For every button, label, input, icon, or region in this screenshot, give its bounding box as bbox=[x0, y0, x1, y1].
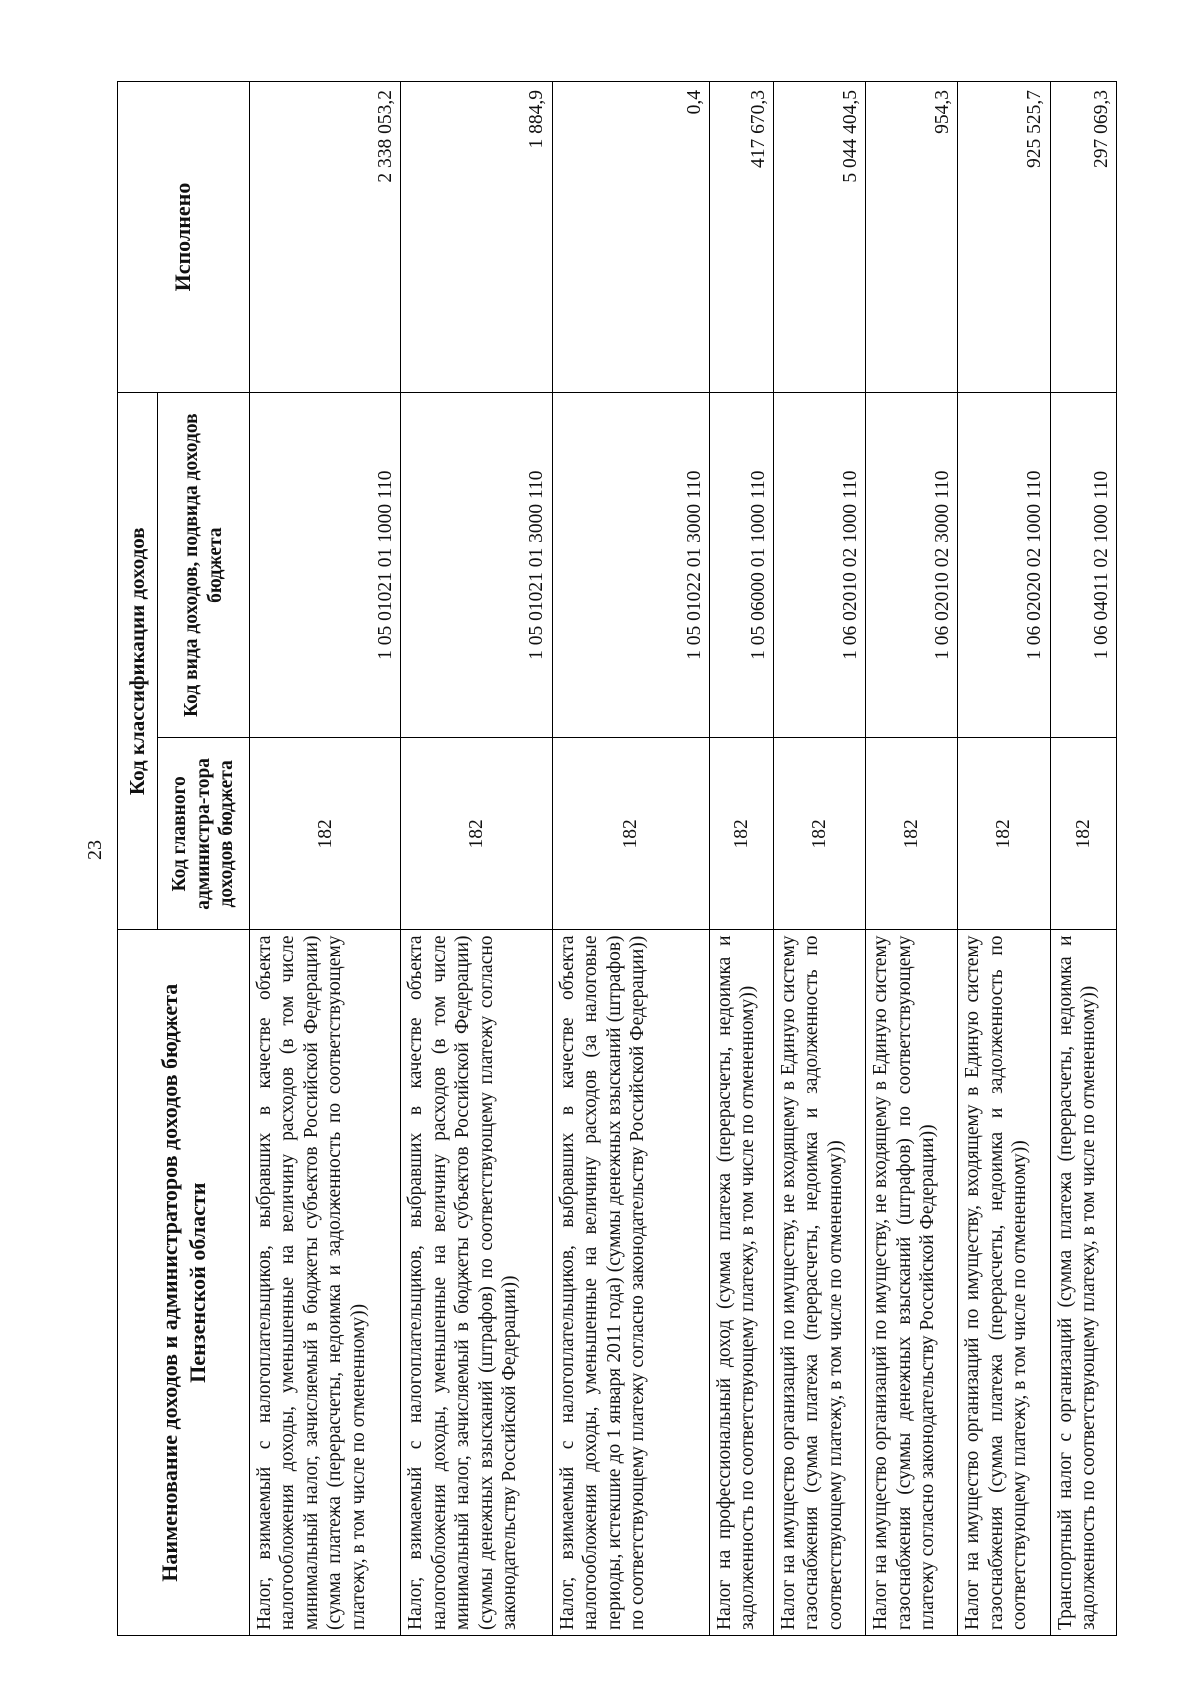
income-name-cell: Налог на имущество организаций по имуществу, входящему в Единую систему газоснабжения (сумма платежа (перерасчеты, недоимка и задолженность по соответствующему платежу, в том числе по отмененному)) bbox=[958, 930, 1050, 1636]
type-code-cell: 1 06 02010 02 1000 110 bbox=[773, 393, 865, 738]
table-row bbox=[552, 82, 709, 1636]
table-row bbox=[958, 82, 1050, 1636]
admin-code-cell: 182 bbox=[1050, 738, 1116, 930]
rotated-table-sheet bbox=[117, 81, 1117, 1636]
executed-amount-cell: 417 670,3 bbox=[710, 82, 774, 393]
table-row bbox=[773, 82, 865, 1636]
admin-code-cell: 182 bbox=[710, 738, 774, 930]
type-code-cell: 1 05 06000 01 1000 110 bbox=[710, 393, 774, 738]
executed-amount-cell: 5 044 404,5 bbox=[773, 82, 865, 393]
header-admin-code: Код главного администра-тора доходов бюджета bbox=[158, 738, 250, 930]
executed-amount-cell: 297 069,3 bbox=[1050, 82, 1116, 393]
executed-amount-cell: 2 338 053,2 bbox=[250, 82, 401, 393]
income-name-cell: Налог на профессиональный доход (сумма платежа (перерасчеты, недоимка и задолженность по соответствующему платежу, в том числе по отмененному)) bbox=[710, 930, 774, 1636]
executed-amount-cell: 954,3 bbox=[866, 82, 958, 393]
income-name-cell: Транспортный налог с организаций (сумма платежа (перерасчеты, недоимка и задолженность по соответствующему платежу, в том числе по отмененному)) bbox=[1050, 930, 1116, 1636]
admin-code-cell: 182 bbox=[401, 738, 552, 930]
income-name-cell: Налог, взимаемый с налогоплательщиков, выбравших в качестве объекта налогообложения доходы, уменьшенные на величину расходов (за налоговые периоды, истекшие до 1 января 2011 года) (суммы денежных взысканий (штрафов) по соответствующему платежу согласно законодательству Российской Федерации)) bbox=[552, 930, 709, 1636]
type-code-cell: 1 06 02010 02 3000 110 bbox=[866, 393, 958, 738]
income-table bbox=[117, 81, 1117, 1636]
table-row bbox=[250, 82, 401, 1636]
income-name-cell: Налог, взимаемый с налогоплательщиков, выбравших в качестве объекта налогообложения доходы, уменьшенные на величину расходов (в том числе минимальный налог, зачисляемый в бюджеты субъектов Российской Федерации) (суммы денежных взысканий (штрафов) по соответствующему платежу согласно законодательству Российской Федерации)) bbox=[401, 930, 552, 1636]
header-classification: Код классификации доходов bbox=[118, 393, 158, 930]
type-code-cell: 1 06 02020 02 1000 110 bbox=[958, 393, 1050, 738]
type-code-cell: 1 05 01022 01 3000 110 bbox=[552, 393, 709, 738]
table-row bbox=[1050, 82, 1116, 1636]
income-name-cell: Налог на имущество организаций по имуществу, не входящему в Единую систему газоснабжения (сумма платежа (перерасчеты, недоимка и задолженность по соответствующему платежу, в том числе по отмененному)) bbox=[773, 930, 865, 1636]
header-executed: Исполнено bbox=[118, 82, 250, 393]
admin-code-cell: 182 bbox=[958, 738, 1050, 930]
page-number: 23 bbox=[84, 840, 106, 860]
executed-amount-cell: 925 525,7 bbox=[958, 82, 1050, 393]
type-code-cell: 1 05 01021 01 3000 110 bbox=[401, 393, 552, 738]
income-name-cell: Налог на имущество организаций по имуществу, не входящему в Единую систему газоснабжения (суммы денежных взысканий (штрафов) по соответствующему платежу согласно законодательству Российской Федерации)) bbox=[866, 930, 958, 1636]
admin-code-cell: 182 bbox=[866, 738, 958, 930]
header-income-name: Наименование доходов и администраторов доходов бюджета Пензенской области bbox=[118, 930, 250, 1636]
table-row bbox=[401, 82, 552, 1636]
type-code-cell: 1 05 01021 01 1000 110 bbox=[250, 393, 401, 738]
table-row bbox=[866, 82, 958, 1636]
type-code-cell: 1 06 04011 02 1000 110 bbox=[1050, 393, 1116, 738]
admin-code-cell: 182 bbox=[250, 738, 401, 930]
income-name-cell: Налог, взимаемый с налогоплательщиков, выбравших в качестве объекта налогообложения доходы, уменьшенные на величину расходов (в том числе минимальный налог, зачисляемый в бюджеты субъектов Российской Федерации) (сумма платежа (перерасчеты, недоимка и задолженность по соответствующему платежу, в том числе по отмененному)) bbox=[250, 930, 401, 1636]
executed-amount-cell: 0,4 bbox=[552, 82, 709, 393]
executed-amount-cell: 1 884,9 bbox=[401, 82, 552, 393]
admin-code-cell: 182 bbox=[773, 738, 865, 930]
header-type-code: Код вида доходов, подвида доходов бюджета bbox=[158, 393, 250, 738]
table-row bbox=[710, 82, 774, 1636]
admin-code-cell: 182 bbox=[552, 738, 709, 930]
